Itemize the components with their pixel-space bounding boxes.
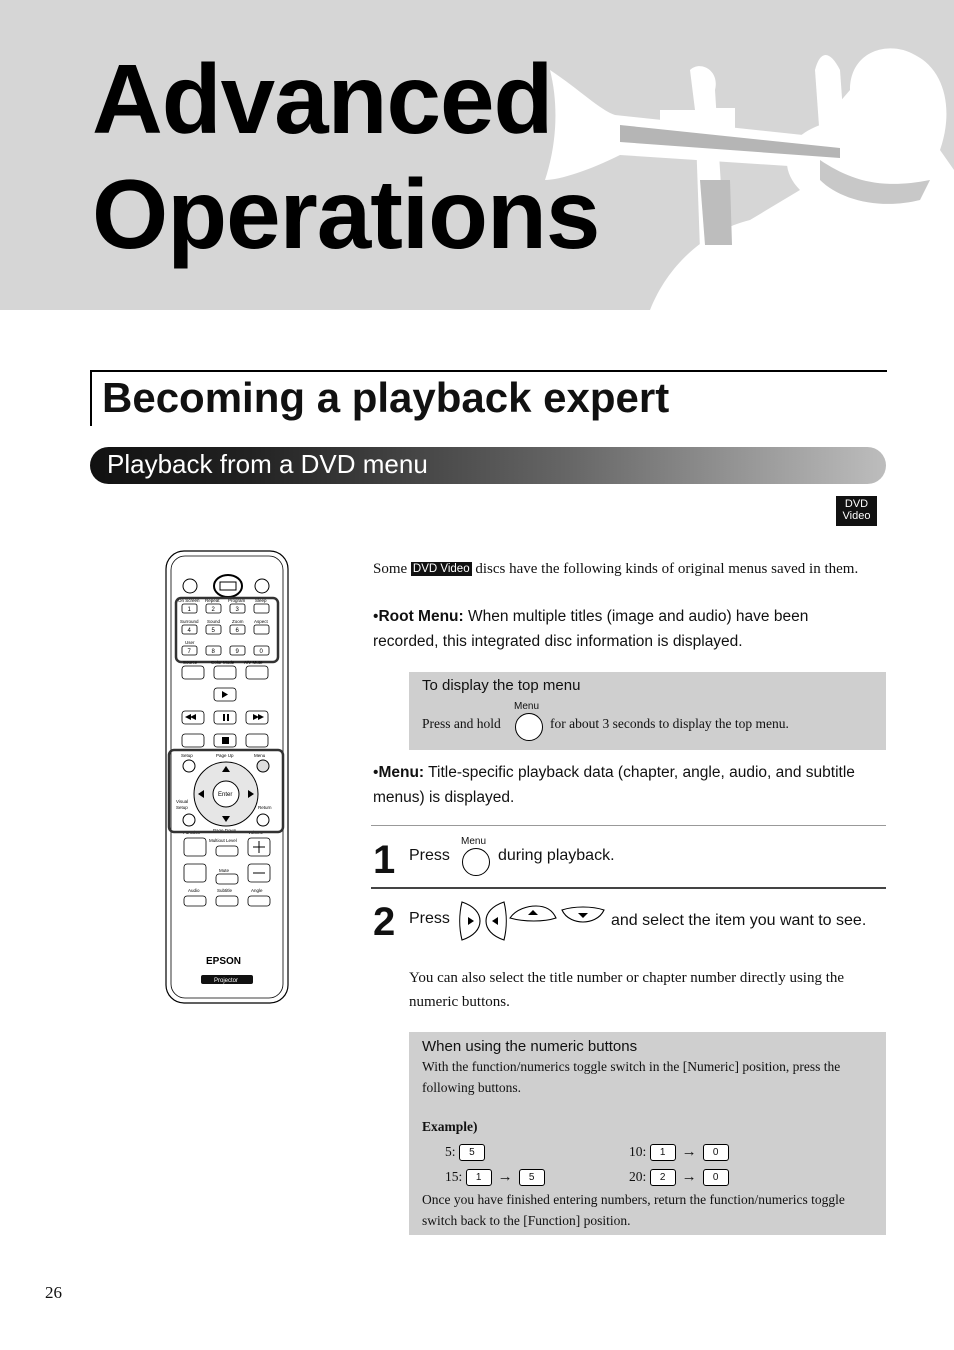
arrow-icon: → [681,1169,697,1185]
badge-line-2: Video [842,510,871,522]
example-label-5: 5: [445,1144,456,1159]
remote-label-sound: Sound [207,619,221,624]
banner-title-line-1: Advanced [92,44,553,154]
remote-digit-label: 4 [187,628,191,634]
divider [371,887,886,889]
step-1-button-label: Menu [461,836,487,847]
step-2-number: 2 [373,900,396,944]
example-label-15: 15: [445,1169,463,1184]
intro-paragraph [373,557,863,581]
eject-button-icon [255,579,269,593]
remote-digit-label: 3 [235,607,239,613]
remote-label-repeat: Repeat [205,598,220,603]
example-10 [629,1144,729,1161]
example-label-20: 20: [629,1169,647,1184]
remote-label-setup: Setup [181,753,193,758]
root-menu-item: •Root Menu: When multiple titles (image and audio) have been recorded, this integrated disc information is displayed. [373,608,809,650]
top-menu-box [409,672,886,750]
remote-label-sleep: Sleep [255,598,267,603]
remote-label-mute: Mute [219,868,230,873]
menu-item-text: Title-specific playback data (chapter, angle, audio, and subtitle menus) is displayed. [373,764,855,806]
section-title-text: Becoming a playback expert [102,374,670,421]
remote-label-user: User [185,640,195,645]
inline-dvd-video-badge: DVD Video [412,563,470,575]
remote-brand-logo: EPSON [206,956,242,967]
remote-digit-label: 6 [235,628,239,634]
remote-digit-label: 9 [235,649,239,655]
menu-button-icon [462,848,490,876]
step-2-note: You can also select the title number or chapter number directly using the numeric buttons. [409,970,845,1010]
remote-product-label: Projector [214,978,239,984]
remote-label-volume: Volume [248,830,264,835]
section-title [90,370,887,426]
remote-label-return: Return [258,805,272,810]
numeric-key: 1 [466,1169,492,1186]
step-1-rest: during playback. [498,847,615,864]
top-menu-box-heading: To display the top menu [422,677,581,694]
arrow-icon: → [497,1169,513,1185]
dvd-video-badge [836,496,877,526]
power-button-icon [183,579,197,593]
remote-label-zoom: Zoom [232,619,244,624]
page-number: 26 [45,1283,62,1302]
remote-label-visual: Visual [176,799,189,804]
root-menu-label: Root Menu: [378,608,464,625]
subsection-title: Playback from a DVD menu [107,449,428,479]
numeric-box-outro: Once you have finished entering numbers, return the function/numerics toggle switch back to the [Function] position. [422,1192,845,1228]
remote-label-source: Source [183,660,198,665]
numeric-key: 0 [703,1169,729,1186]
example-20 [629,1169,729,1186]
remote-control-illustration [160,548,294,1008]
banner-title-line-2: Operations [92,159,600,269]
intro-some: Some [373,561,408,577]
top-menu-press-hold: Press and hold [422,716,501,731]
remote-digit-label: 7 [187,649,191,655]
remote-digit-label: 8 [211,649,215,655]
step-1-number: 1 [373,838,396,882]
remote-label-subtitle: Subtitle [217,888,233,893]
remote-digit-label: 2 [211,607,215,613]
remote-label-page-down: Page Down [213,828,237,833]
numeric-box-heading: When using the numeric buttons [422,1038,638,1055]
step-2-press: Press [409,910,450,927]
remote-label-enter: Enter [218,792,233,798]
step-2-rest: and select the item you want to see. [611,912,867,929]
arrow-icon: → [681,1144,697,1160]
remote-label-program: Program [228,598,246,603]
example-label: Example) [422,1119,478,1134]
remote-label-menu: Menu [254,753,266,758]
menu-item-label: Menu: [378,764,425,781]
remote-label-surround: Surround [180,619,199,624]
example-label-10: 10: [629,1144,647,1159]
top-menu-button-label: Menu [514,701,540,712]
example-5 [445,1144,485,1161]
menu-item: •Menu: Title-specific playback data (chapter, angle, audio, and subtitle menus) is displayed. [373,764,855,806]
remote-label-page-up: Page Up [216,753,234,758]
remote-blank-key [254,604,269,613]
divider [371,825,886,826]
subsection-bar [90,447,886,484]
example-15 [445,1169,545,1186]
remote-digit-label: 5 [211,628,215,634]
remote-label-audio: Audio [188,888,200,893]
remote-label-function: Function [183,830,201,835]
remote-label-onscreen: On Screen [178,598,200,603]
remote-label-av-mute: A/V Mute [244,660,263,665]
title-banner [0,0,954,310]
numeric-key: 2 [650,1169,676,1186]
numeric-key: 5 [459,1144,485,1161]
top-menu-box-rest: for about 3 seconds to display the top menu. [550,716,789,731]
intro-rest: discs have the following kinds of original menus saved in them. [475,561,859,577]
remote-label-color-mode: Color Mode [211,660,235,665]
menu-button-icon [515,713,543,741]
remote-digit-label: 0 [259,649,263,655]
step-1-press: Press [409,847,450,864]
badge-line-1: DVD [844,498,869,510]
numeric-key: 5 [519,1169,545,1186]
numeric-key: 1 [650,1144,676,1161]
numeric-buttons-box [409,1032,886,1235]
numeric-key: 0 [703,1144,729,1161]
remote-label-angle: Angle [251,888,263,893]
remote-digit-label: 1 [187,607,191,613]
remote-blank-key [254,625,269,634]
remote-label-multiout: Multiout Level [209,838,237,843]
remote-label-aspect: Aspect [254,619,268,624]
root-menu-text: When multiple titles (image and audio) have been recorded, this integrated disc information is displayed. [373,608,809,650]
numeric-box-intro: With the function/numerics toggle switch in the [Numeric] position, press the following buttons. [422,1059,841,1095]
remote-label-setup-2: Setup [176,805,188,810]
